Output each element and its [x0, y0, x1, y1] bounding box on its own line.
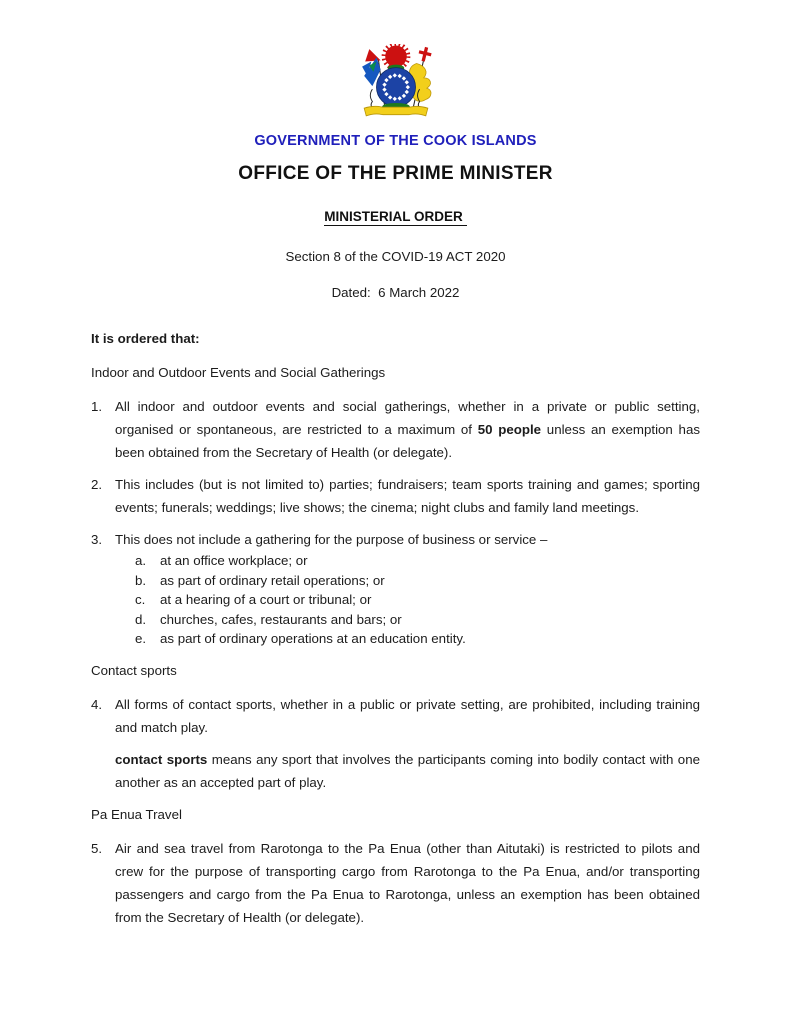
item-text: This includes (but is not limited to) parties; fundraisers; team sports training and games; sporting events; funerals; weddings; live shows; the cinema; night clubs and family land meetings.	[115, 477, 700, 515]
order-item-1	[91, 395, 700, 464]
order-item-3	[91, 528, 700, 551]
contact-sports-definition	[115, 748, 700, 794]
item-number: 4.	[91, 696, 103, 712]
list-item-letter: c.	[135, 592, 146, 608]
order-item-5	[91, 837, 700, 929]
item-text: unless an exemption has been obtained from the Secretary of Health (or delegate).	[115, 422, 700, 460]
heading-contact-sports: Contact sports	[91, 662, 177, 678]
item-number: 3.	[91, 532, 103, 547]
item-number: 1.	[91, 399, 103, 414]
list-item	[135, 629, 700, 649]
list-item-text: as part of ordinary retail operations; or	[160, 572, 385, 588]
definition-term: contact sports	[115, 751, 208, 767]
order-item-4	[91, 693, 700, 739]
order-item-2	[91, 473, 700, 519]
item-text-bold: 50 people	[477, 422, 542, 437]
ordered-intro: It is ordered that:	[91, 331, 200, 346]
list-item-letter: e.	[135, 631, 147, 647]
item-number: 2.	[91, 477, 103, 492]
item-3-sublist	[135, 551, 700, 649]
item-text: Air and sea travel from Rarotonga to the Pa Enua (other than Aitutaki) is restricted to pilots and crew for the purpose of transporting cargo from Rarotonga to the Pa Enua, and/or transporting passengers and cargo from the Pa Enua to Rarotonga, unless an exemption has been obtained from the Secretary of Health (or delegate).	[115, 840, 700, 925]
item-text: All indoor and outdoor events and social gatherings, whether in a private or public setting, organised or spontaneous, are restricted to a maximum of	[115, 399, 700, 437]
list-item	[135, 551, 700, 571]
list-item-text: at an office workplace; or	[160, 553, 308, 568]
crest-left-ornament	[370, 89, 373, 109]
crest-left-fin	[365, 49, 380, 61]
list-item	[135, 590, 700, 610]
cook-islands-coat-of-arms-icon	[340, 44, 452, 120]
item-text: This does not include a gathering for the purpose of business or service –	[115, 532, 548, 547]
list-item-letter: d.	[135, 611, 147, 627]
crest-cross	[417, 46, 433, 63]
crest-scroll	[364, 106, 428, 116]
list-item-letter: a.	[135, 553, 147, 568]
item-number: 5.	[91, 840, 103, 856]
list-item-text: at a hearing of a court or tribunal; or	[160, 592, 372, 608]
definition-text: means any sport that involves the participants coming into bodily contact with one another as an accepted part of play.	[115, 751, 700, 790]
item-text: All forms of contact sports, whether in a public or private setting, are prohibited, including training and match play.	[115, 696, 700, 735]
heading-events: Indoor and Outdoor Events and Social Gatherings	[91, 365, 386, 380]
ministerial-order-title: MINISTERIAL ORDER	[324, 209, 467, 226]
section-subtitle: Section 8 of the COVID-19 ACT 2020	[285, 249, 506, 264]
government-title: GOVERNMENT OF THE COOK ISLANDS	[254, 133, 537, 149]
list-item-letter: b.	[135, 572, 147, 588]
heading-pa-enua-travel: Pa Enua Travel	[91, 806, 182, 822]
order-body	[91, 327, 700, 929]
list-item	[135, 610, 700, 630]
list-item-text: as part of ordinary operations at an education entity.	[160, 631, 466, 647]
list-item	[135, 571, 700, 591]
office-title: OFFICE OF THE PRIME MINISTER	[238, 163, 553, 184]
list-item-text: churches, cafes, restaurants and bars; or	[160, 611, 402, 627]
dated-line: Dated: 6 March 2022	[331, 285, 460, 300]
